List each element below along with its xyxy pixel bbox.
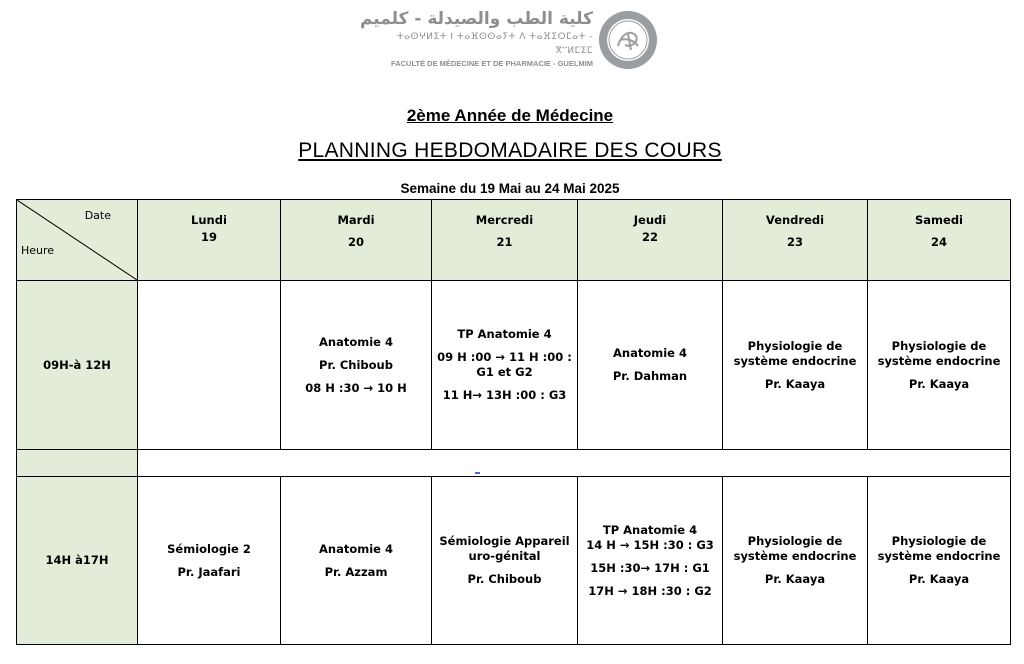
course-name: Anatomie 4 bbox=[319, 541, 393, 556]
break-cell bbox=[138, 450, 1011, 477]
page-subtitle: PLANNING HEBDOMADAIRE DES COURS bbox=[298, 139, 722, 162]
header-row bbox=[17, 200, 1011, 281]
day-name: Samedi bbox=[915, 213, 963, 227]
professor-name: Pr. Kaaya bbox=[908, 376, 970, 391]
cell-jeudi-morning bbox=[578, 281, 723, 450]
cell-vendredi-afternoon bbox=[723, 477, 868, 645]
course-name: TP Anatomie 4 bbox=[602, 522, 698, 537]
professor-name: Pr. Kaaya bbox=[764, 572, 826, 586]
professor-name: Pr. Chiboub bbox=[319, 357, 393, 372]
course-time: 08 H :30 → 10 H bbox=[305, 380, 407, 395]
course-name: Physiologie de système endocrine bbox=[733, 338, 857, 368]
course-name: Sémiologie 2 bbox=[167, 541, 251, 556]
day-header-mardi bbox=[281, 200, 432, 281]
logo-tifinagh: ⵜⴰⵙⵖⵍⵉⵜ ⵏ ⵜⴰⴼⵙⵙⴰⵢⵜ ⴷ ⵜⴰⴼⵉⵔⵎⴰⵜ - ⴳⵯⵍⵎⵉⵎ bbox=[396, 32, 593, 56]
day-name: Mardi bbox=[337, 213, 375, 227]
day-name: Lundi bbox=[191, 213, 227, 227]
cell-mercredi-morning bbox=[432, 281, 578, 450]
corner-date-label: Date bbox=[84, 209, 111, 222]
logo-text-block bbox=[358, 8, 593, 70]
corner-cell bbox=[17, 200, 138, 281]
day-number: 19 bbox=[200, 230, 217, 244]
cell-lundi-afternoon bbox=[138, 477, 281, 645]
day-header-lundi bbox=[138, 200, 281, 281]
day-number: 24 bbox=[930, 235, 947, 249]
day-number: 20 bbox=[347, 235, 364, 249]
break-row bbox=[17, 450, 1011, 477]
logo-french: FACULTÉ DE MÉDECINE ET DE PHARMACIE - GUELMIM bbox=[391, 59, 593, 68]
cell-mardi-afternoon bbox=[281, 477, 432, 645]
day-name: Vendredi bbox=[765, 213, 825, 227]
professor-name: Pr. Azzam bbox=[324, 564, 388, 579]
course-name: Anatomie 4 bbox=[613, 346, 687, 360]
cell-mercredi-afternoon bbox=[432, 477, 578, 645]
day-header-jeudi bbox=[578, 200, 723, 281]
corner-heure-label: Heure bbox=[21, 244, 55, 257]
logo-arabic: كلية الطب والصيدلة - كلميم bbox=[359, 9, 593, 29]
day-name: Mercredi bbox=[475, 213, 534, 227]
course-name: Physiologie de système endocrine bbox=[877, 338, 1001, 368]
course-name: TP Anatomie 4 bbox=[457, 327, 552, 341]
day-header-vendredi bbox=[723, 200, 868, 281]
professor-name: Pr. Dahman bbox=[612, 369, 688, 383]
cell-samedi-morning bbox=[868, 281, 1011, 450]
professor-name: Pr. Chiboub bbox=[467, 572, 542, 586]
time-slot-afternoon: 14H à17H bbox=[17, 477, 138, 645]
cell-jeudi-afternoon bbox=[578, 477, 723, 645]
course-name: Anatomie 4 bbox=[319, 334, 393, 349]
course-name: Physiologie de système endocrine bbox=[733, 534, 857, 563]
course-time: 17H → 18H :30 : G2 bbox=[588, 583, 712, 598]
faculty-logo bbox=[358, 8, 663, 78]
course-time: 14 H → 15H :30 : G3 bbox=[586, 537, 714, 552]
day-number: 21 bbox=[496, 235, 513, 249]
course-name: Physiologie de système endocrine bbox=[877, 534, 1001, 563]
course-name: Sémiologie Appareil uro-génital bbox=[439, 534, 570, 563]
corner-diagonal bbox=[17, 200, 137, 280]
course-time: 15H :30→ 17H : G1 bbox=[590, 560, 710, 575]
day-header-mercredi bbox=[432, 200, 578, 281]
course-time: 09 H :00 → 11 H :00 : G1 et G2 bbox=[437, 350, 572, 379]
week-range: Semaine du 19 Mai au 24 Mai 2025 bbox=[400, 181, 620, 196]
schedule-table bbox=[16, 199, 1011, 645]
day-name: Jeudi bbox=[633, 213, 667, 227]
professor-name: Pr. Jaafari bbox=[177, 564, 241, 579]
afternoon-row bbox=[17, 477, 1011, 645]
day-header-samedi bbox=[868, 200, 1011, 281]
day-number: 23 bbox=[786, 235, 803, 249]
stray-mark bbox=[475, 472, 480, 474]
page-title: 2ème Année de Médecine bbox=[406, 106, 614, 125]
cell-samedi-afternoon bbox=[868, 477, 1011, 645]
time-slot-morning: 09H-à 12H bbox=[17, 281, 138, 450]
cell-lundi-morning bbox=[138, 281, 281, 450]
day-number: 22 bbox=[641, 230, 658, 244]
cell-mardi-morning bbox=[281, 281, 432, 450]
morning-row bbox=[17, 281, 1011, 450]
break-time-cell bbox=[17, 450, 138, 477]
faculty-seal-icon bbox=[598, 10, 658, 70]
professor-name: Pr. Kaaya bbox=[764, 376, 826, 391]
professor-name: Pr. Kaaya bbox=[908, 572, 970, 586]
course-time: 11 H→ 13H :00 : G3 bbox=[442, 388, 567, 402]
cell-vendredi-morning bbox=[723, 281, 868, 450]
